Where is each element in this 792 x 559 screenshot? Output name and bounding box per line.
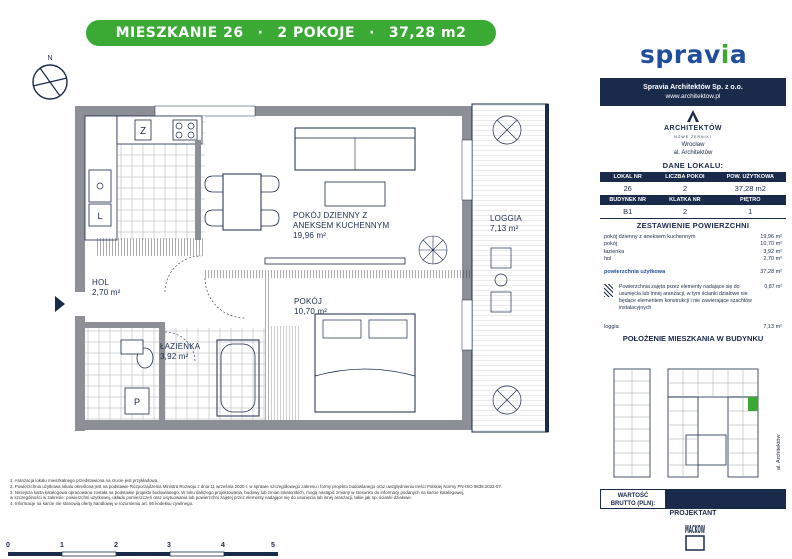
arch-name: ARCHITEKTÓW [664,125,722,132]
mackow-logo-text: MACKOW [685,523,705,536]
hatch-legend-icon [604,284,613,297]
mackow-logo [684,520,706,552]
room-living-area: 19,96 m² [293,231,327,240]
washer-label: P [133,397,141,407]
room-hall-area: 2,70 m² [92,288,121,297]
separator-dot: · [369,25,375,41]
dane-header: BUDYNEK NR [600,195,655,205]
footnote: 1. Aranżacja lokalu mieszkalnego przedstawiona na rzucie jest przykładowa. [10,478,159,483]
projektant-label: PROJEKTANT [669,510,717,517]
price-value-box [665,490,785,508]
removable-elements-note [600,276,786,312]
floor-plan [55,100,570,440]
note-text: Powierzchnia zajęta przez elementy nadające się do usunięcia lub innej aranżacji, w tym ścianki działowe nie będące elementem konstrukcji i nie zawierające szachtów instalacyjnych [619,284,752,311]
arch-street: al. Architektów [673,150,713,156]
note-value: 0,87 m² [764,284,782,290]
scale-label: 1 [60,542,64,549]
room-loggia [490,214,522,234]
company-box [600,78,786,106]
room-hall-label: HOL [92,278,110,287]
room-bedroom-area: 10,70 m² [294,307,328,316]
company-name: Spravia Architektów Sp. z o.o. [643,84,743,91]
dane-table [600,172,786,219]
street-label: al. Architektów [776,434,782,470]
scale-label: 3 [167,542,171,549]
scale-label: 2 [114,542,118,549]
architektow-mark-icon [687,110,699,122]
loggia-row: loggia 7,13 m² [604,324,782,330]
dishwasher-label: L [97,211,103,221]
arch-city: Wrocław [681,142,705,148]
surface-total: powierzchnia użytkowa 37,28 m² [604,268,782,275]
dane-value: 1 [715,205,787,218]
room-living-label-1: POKÓJ DZIENNY Z [293,211,368,220]
info-panel [600,78,786,343]
compass-label: N [47,55,53,62]
building-title: POŁOŻENIE MIESZKANIA W BUDYNKU [622,334,764,343]
apartment-header [86,20,496,46]
dane-header: LOKAL NR [600,172,655,182]
footnote: 3. Niniejsza karta katalogowa opracowana została na podstawie projektu budowlanego. W toku dalszego projektowania, budowy lub zmian lokatorskich, mogą nastąpić zmiany w stosunku do informacji podanych na karcie katalogowej, [10,489,465,495]
building-location-plan [608,365,786,483]
room-bathroom [160,342,200,362]
dane-value: 26 [600,182,655,195]
scale-label: 4 [221,542,225,549]
room-hall [92,278,121,298]
footnote: 2. Powierzchnia użytkowa lokalu określona jest na podstawie Rozporządzenia Ministra Rozwoju z dnia 11 września 2020 r. w sprawie szczegółowego zakresu i formy projektu budowlanego oraz uwzględnieniu treści Polskiej Normy PN-ISO 9836:2022-07. [10,483,503,489]
scale-label: 5 [271,542,275,549]
dane-title: DANE LOKALU: [662,161,724,170]
apartment-area: 37,28 m2 [388,25,467,41]
arch-sub: NOWE ŻERNIKI [674,135,712,139]
room-living-label-2: ANEKSEM KUCHENNYM [293,221,390,230]
dane-value: B1 [600,205,655,218]
surfaces-list [600,232,786,277]
dane-header: KLATKA NR [655,195,714,205]
surface-row: hol 2,70 m² [604,256,782,262]
dane-header: PIĘTRO [715,195,787,205]
room-loggia-area: 7,13 m² [490,224,519,233]
apartment-rooms: 2 POKOJE [277,25,356,41]
architektow-logo [600,106,786,159]
separator-dot: · [257,25,264,41]
surface-row: łazienka 3,92 m² [604,248,782,255]
dane-header: POW. UŻYTKOWA [715,172,787,182]
footnote: 4. Informacje na karcie nie stanowią oferty handlowej w rozumieniu art. 66 kodeksu cywilnego. [10,501,194,507]
fridge-label: Z [139,126,147,137]
scale-bar [8,540,298,558]
compass-icon [28,52,72,104]
price-box [600,489,786,509]
apartment-location-marker [748,397,758,411]
footnote: w szczególności w zakresie: powierzchni użytkowej, układu pomieszczeń oraz usytuowania lub powierzchni zajętej przez elementy nadające się do usunięcia lub innej aranżacji, takie jak np. ścianki działowe. [10,495,412,501]
room-bedroom [294,297,327,317]
spravia-logo: spravia [640,40,748,69]
price-label: WARTOŚĆ BRUTTO (PLN): [610,493,656,507]
surface-row: pokój dzienny z aneksem kuchennym 19,96 m² [604,233,782,240]
room-living [293,211,389,241]
surfaces-title: ZESTAWIENIE POWIERZCHNI [636,220,750,230]
footnotes [10,478,600,507]
dane-value: 37,28 m2 [715,182,787,195]
surface-row: pokój 10,70 m² [604,241,782,247]
dane-header: LICZBA POKOI [655,172,714,182]
dane-value: 2 [655,205,714,218]
dane-value: 2 [655,182,714,195]
room-bedroom-label: POKÓJ [294,297,323,306]
room-bathroom-area: 3,92 m² [160,352,189,361]
apartment-title: MIESZKANIE 26 [115,25,244,41]
company-website: www.architektow.pl [665,93,721,100]
scale-label: 0 [6,542,10,549]
room-loggia-label: LOGGIA [490,214,522,223]
room-bathroom-label: ŁAZIENKA [160,342,201,351]
